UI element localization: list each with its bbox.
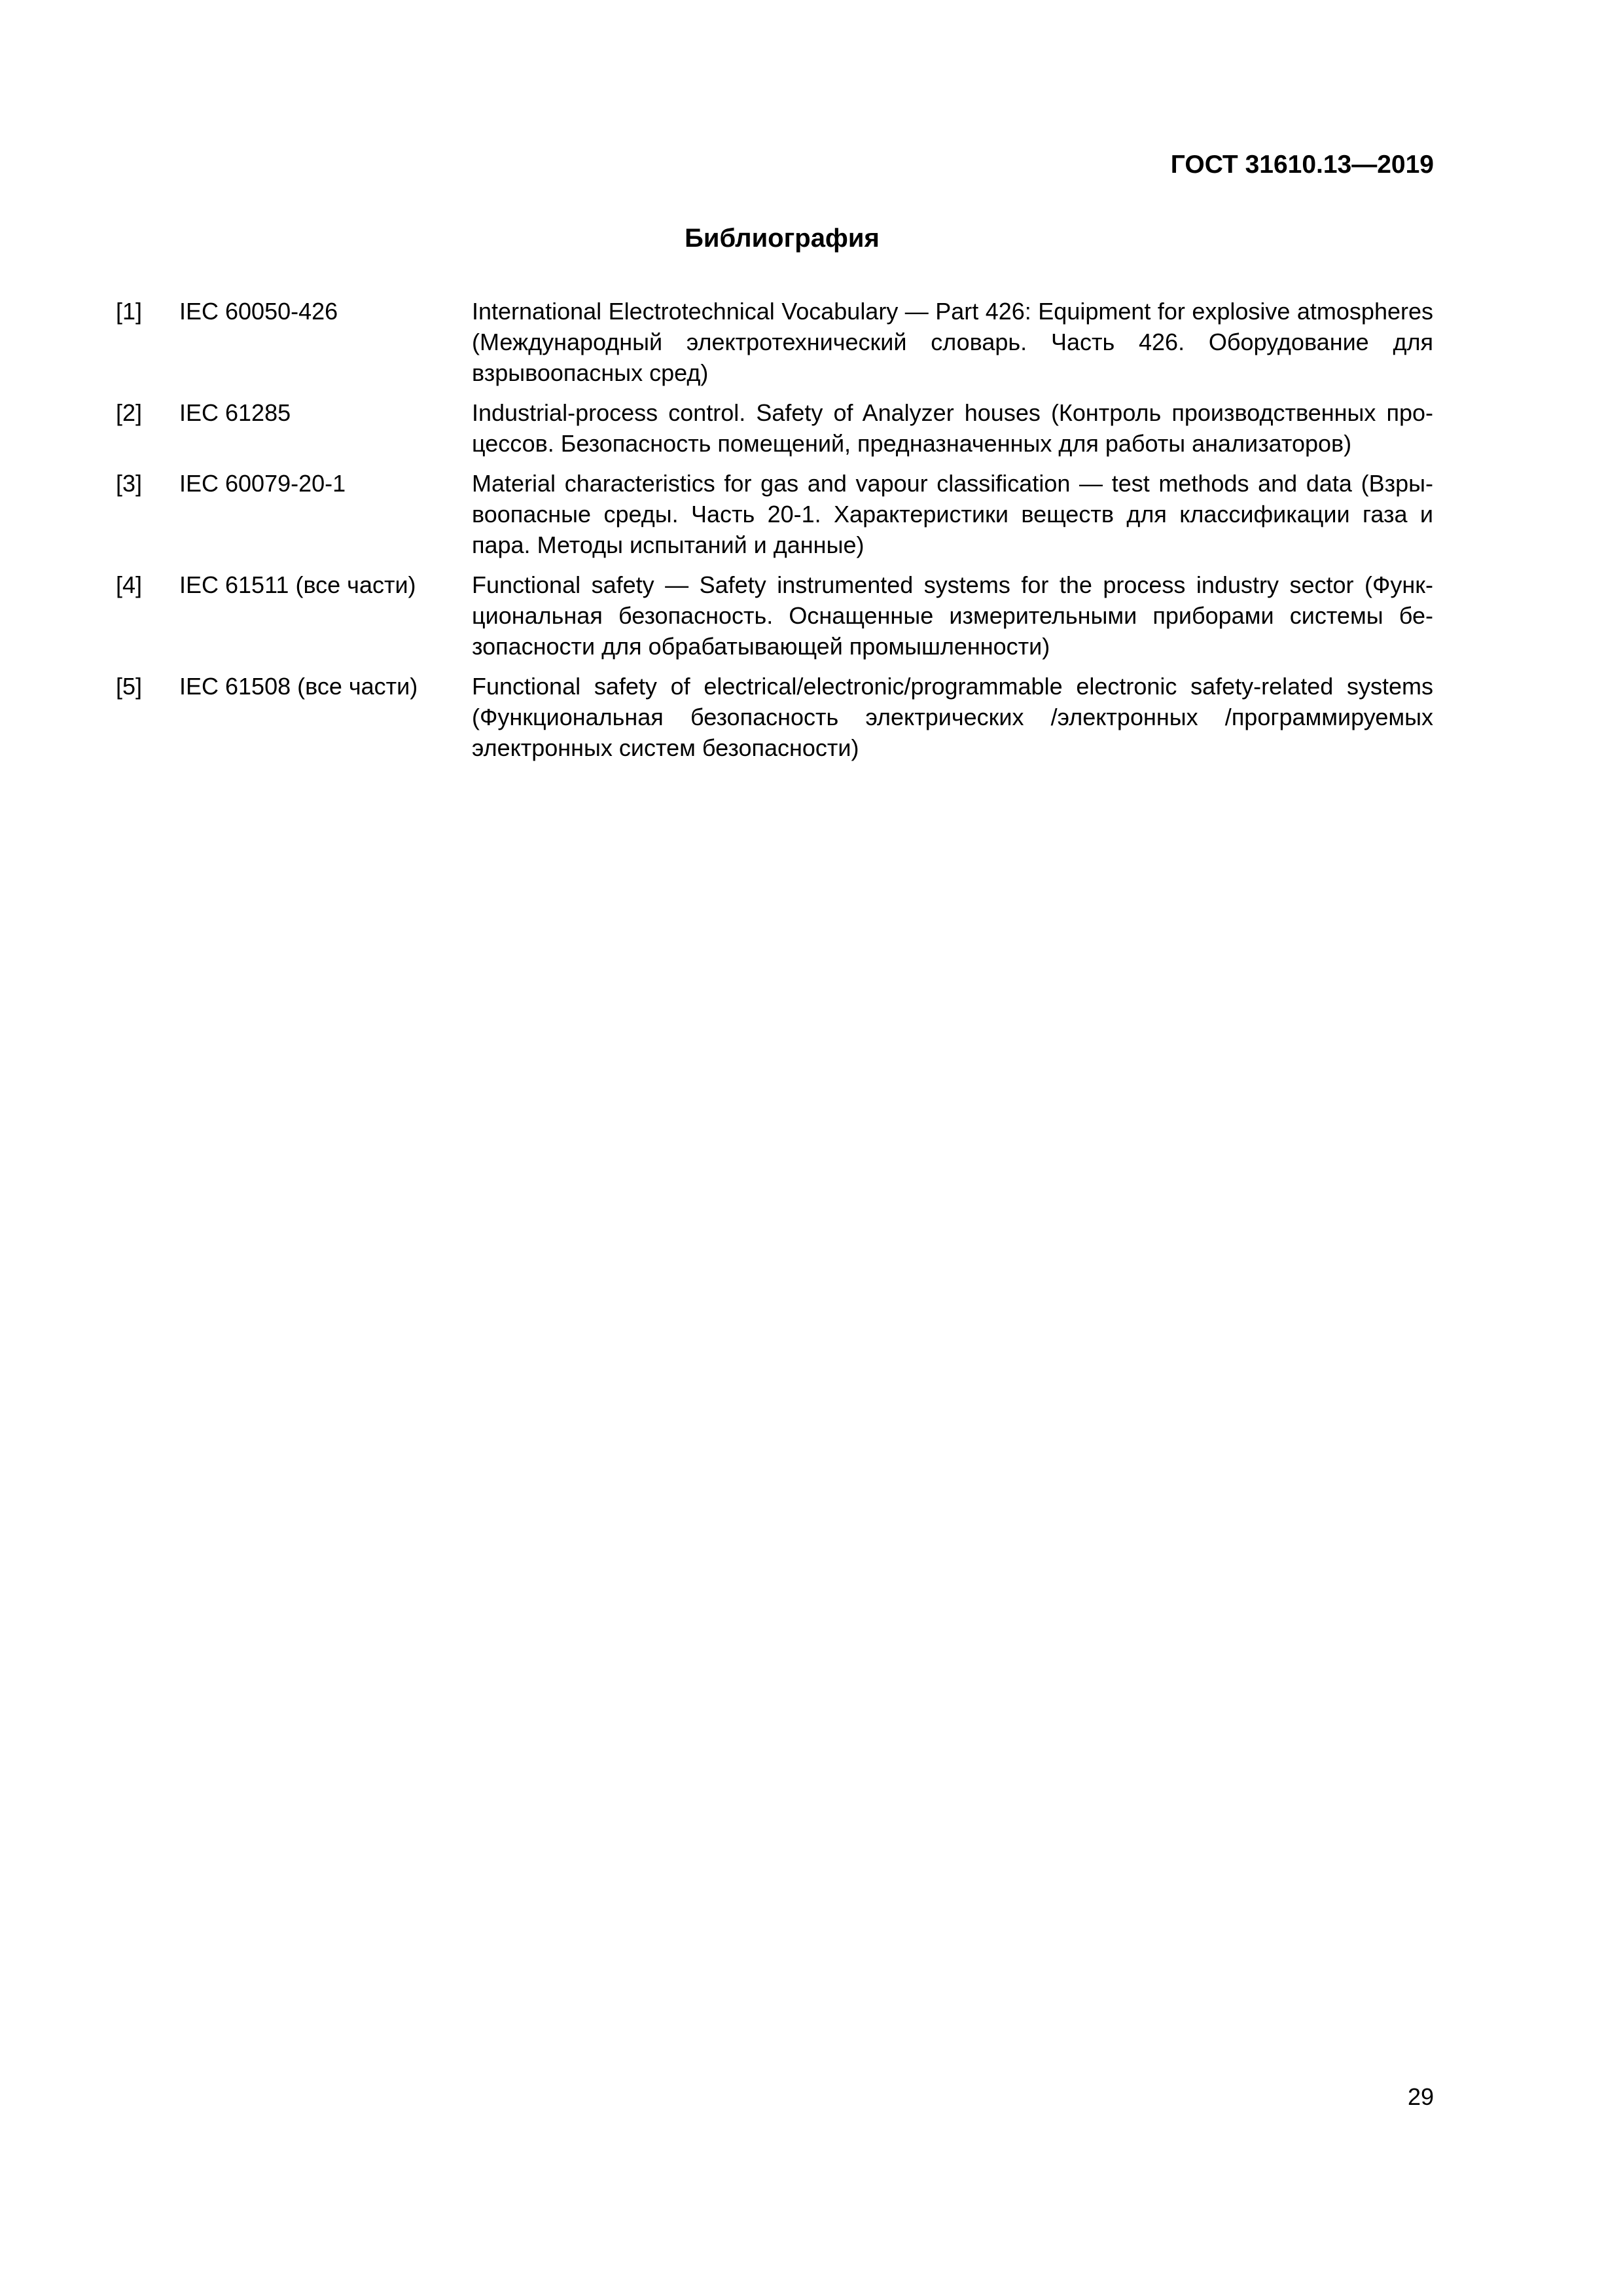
entry-standard-code: IEC 61511 (все части) xyxy=(179,571,416,598)
entry-standard-code: IEC 60050-426 xyxy=(179,298,338,325)
page-number: 29 xyxy=(1407,2083,1434,2110)
bibliography-entry xyxy=(116,468,1433,560)
bibliography-list xyxy=(116,296,1433,772)
entry-title: Material characteristics for gas and vapour classification — test methods and data (Взрывоопасные среды. Часть 20-1. Характеристики веществ для классификации газа и пара. Методы испытаний и данные) xyxy=(472,470,1433,558)
bibliography-entry xyxy=(116,397,1433,459)
entry-title: Functional safety of electrical/electronic/programmable electronic safety-related systems (Функциональная безопасность электрических /электронных /программируемых электронных систем безопасности) xyxy=(472,673,1433,761)
entry-number: [1] xyxy=(116,298,143,325)
bibliography-entry xyxy=(116,671,1433,763)
entry-number: [2] xyxy=(116,399,143,426)
document-designation: ГОСТ 31610.13—2019 xyxy=(1170,151,1434,179)
page-title: Библиография xyxy=(685,224,880,253)
bibliography-entry xyxy=(116,569,1433,662)
bibliography-entry xyxy=(116,296,1433,388)
entry-number: [3] xyxy=(116,470,143,497)
entry-title: International Electrotechnical Vocabulary — Part 426: Equipment for explosive atmospheres (Международный электротехнический словарь. Часть 426. Оборудование для взрывоопасных сред) xyxy=(472,298,1433,386)
entry-number: [4] xyxy=(116,571,143,598)
entry-standard-code: IEC 60079-20-1 xyxy=(179,470,346,497)
entry-title: Functional safety — Safety instrumented systems for the process industry sector (Функциональная безопасность. Оснащенные измерительными приборами системы безопасности для обрабатывающей промышленности) xyxy=(472,571,1433,660)
entry-title: Industrial-process control. Safety of Analyzer houses (Контроль производственных процессов. Безопасность помещений, предназначенных для работы анализаторов) xyxy=(472,399,1433,457)
entry-standard-code: IEC 61508 (все части) xyxy=(179,673,418,700)
entry-standard-code: IEC 61285 xyxy=(179,399,291,426)
entry-number: [5] xyxy=(116,673,143,700)
